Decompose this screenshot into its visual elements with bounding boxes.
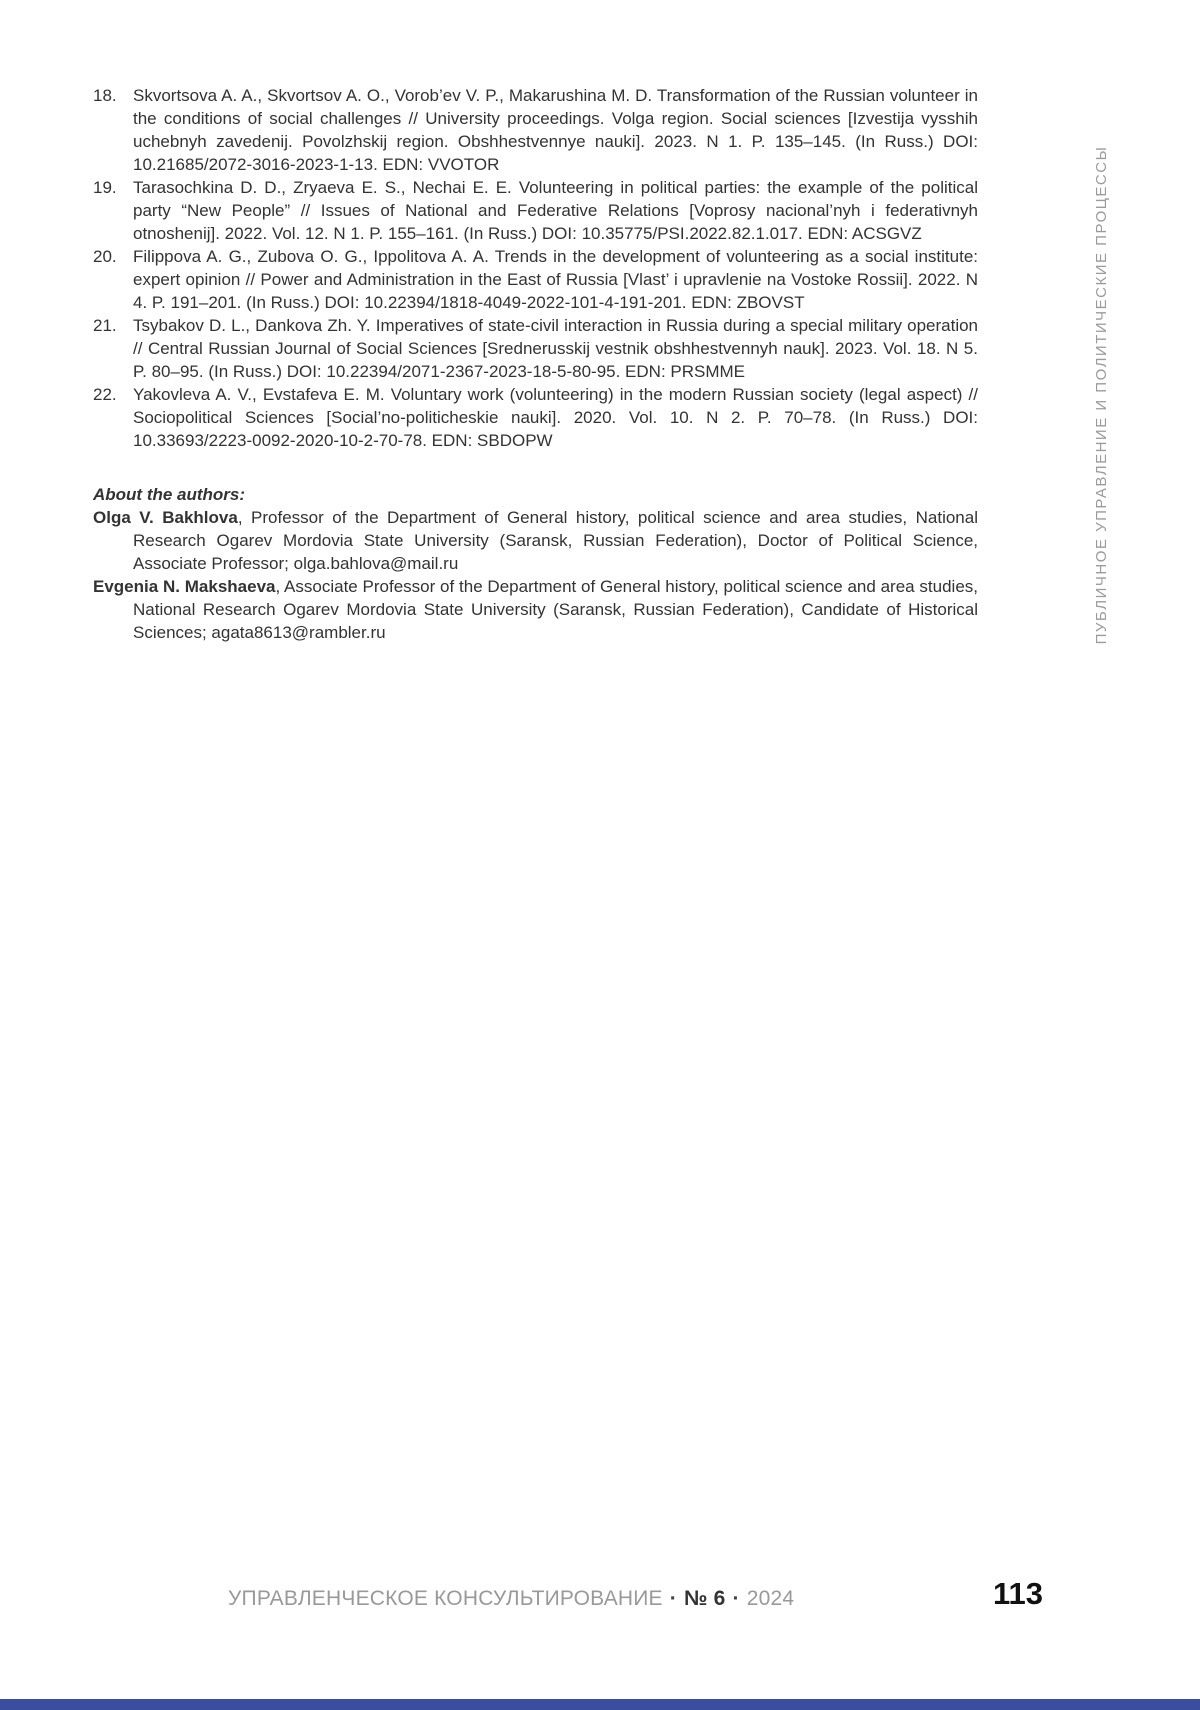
author-bio: , Associate Professor of the Department of General history, political science and area studies, National Research Ogarev Mordovia State University (Saransk, Russian Federation), Candidate of Historical Sciences; agata8613@rambler.ru xyxy=(133,577,978,642)
section-vertical-label: ПУБЛИЧНОЕ УПРАВЛЕНИЕ И ПОЛИТИЧЕСКИЕ ПРОЦЕССЫ xyxy=(1093,145,1110,645)
footer-separator: · xyxy=(732,1587,740,1610)
about-authors-heading: About the authors: xyxy=(93,485,246,504)
reference-item xyxy=(93,84,978,176)
reference-number: 19. xyxy=(93,178,117,197)
reference-item xyxy=(93,314,978,383)
reference-number: 22. xyxy=(93,385,117,404)
reference-number: 18. xyxy=(93,86,117,105)
author-entry xyxy=(93,575,978,644)
issue-number: № 6 xyxy=(683,1587,726,1610)
year-label: 2024 xyxy=(746,1587,795,1610)
footer-journal-line xyxy=(228,1586,794,1612)
author-name: Evgenia N. Makshaeva xyxy=(93,577,276,596)
reference-text: Tarasochkina D. D., Zryaeva E. S., Nechai E. E. Volunteering in political parties: the example of the political party “New People” // Issues of National and Federative Relations [Voprosy nacional’nyh i federativnyh otnoshenij]. 2022. Vol. 12. N 1. P. 155–161. (In Russ.) DOI: 10.35775/PSI.2022.82.1.017. EDN: ACSGVZ xyxy=(133,178,978,243)
reference-text: Tsybakov D. L., Dankova Zh. Y. Imperatives of state-civil interaction in Russia during a special military operation // Central Russian Journal of Social Sciences [Srednerusskij vestnik obshhestvennyh nauk]. 2023. Vol. 18. N 5. P. 80–95. (In Russ.) DOI: 10.22394/2071-2367-2023-18-5-80-95. EDN: PRSMME xyxy=(133,316,978,381)
footer-separator: · xyxy=(669,1587,677,1610)
reference-item xyxy=(93,383,978,452)
reference-item xyxy=(93,245,978,314)
page-content xyxy=(93,84,978,644)
reference-item xyxy=(93,176,978,245)
author-name: Olga V. Bakhlova xyxy=(93,508,238,527)
author-entry xyxy=(93,506,978,575)
reference-number: 20. xyxy=(93,247,117,266)
journal-title: УПРАВЛЕНЧЕСКОЕ КОНСУЛЬТИРОВАНИЕ xyxy=(228,1587,663,1610)
author-bio: , Professor of the Department of General history, political science and area studies, National Research Ogarev Mordovia State University (Saransk, Russian Federation), Doctor of Political Science, Associate Professor; olga.bahlova@mail.ru xyxy=(133,508,978,573)
reference-text: Yakovleva A. V., Evstafeva E. M. Voluntary work (volunteering) in the modern Russian society (legal aspect) // Sociopolitical Sciences [Social’no-politicheskie nauki]. 2020. Vol. 10. N 2. P. 70–78. (In Russ.) DOI: 10.33693/2223-0092-2020-10-2-70-78. EDN: SBDOPW xyxy=(133,385,978,450)
reference-number: 21. xyxy=(93,316,117,335)
reference-text: Skvortsova A. A., Skvortsov A. O., Vorob’ev V. P., Makarushina M. D. Transformation of the Russian volunteer in the conditions of social challenges // University proceedings. Volga region. Social sciences [Izvestija vysshih uchebnyh zavedenij. Povolzhskij region. Obshhestvennye nauki]. 2023. N 1. P. 135–145. (In Russ.) DOI: 10.21685/2072-3016-2023-1-13. EDN: VVOTOR xyxy=(133,86,978,174)
reference-text: Filippova A. G., Zubova O. G., Ippolitova A. A. Trends in the development of volunteering as a social institute: expert opinion // Power and Administration in the East of Russia [Vlast’ i upravlenie na Vostoke Rossii]. 2022. N 4. P. 191–201. (In Russ.) DOI: 10.22394/1818-4049-2022-101-4-191-201. EDN: ZBOVST xyxy=(133,247,978,312)
bottom-accent-bar xyxy=(0,1699,1200,1710)
page-number: 113 xyxy=(993,1576,1044,1611)
